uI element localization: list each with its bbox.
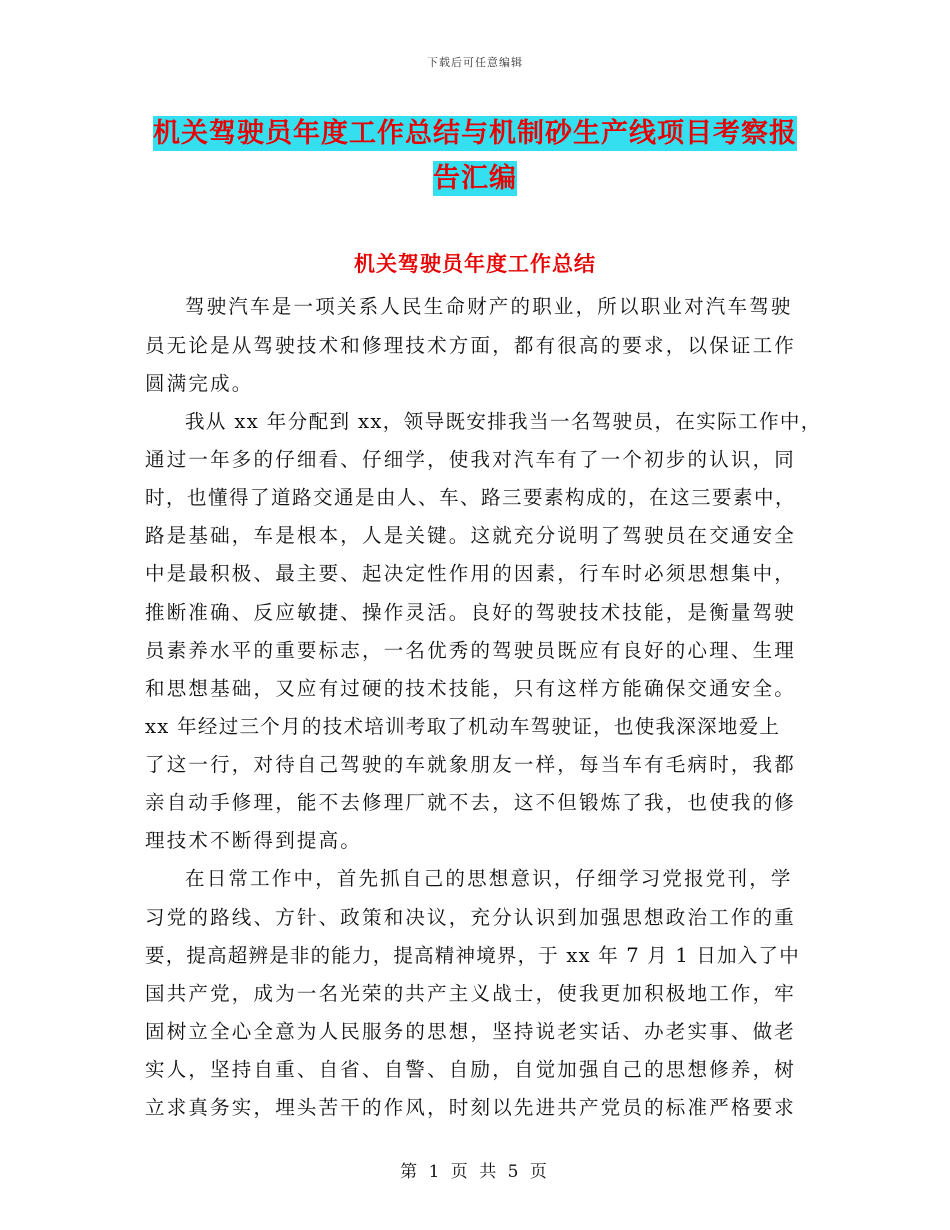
body-line: 我从 xx 年分配到 xx，领导既安排我当一名驾驶员，在实际工作中， [185, 410, 822, 433]
body-line: 员无论是从驾驶技术和修理技术方面，都有很高的要求，以保证工作 [145, 334, 797, 357]
page-footer: 第 1 页 共 5 页 [400, 1162, 550, 1182]
body-line: 理技术不断得到提高。 [145, 829, 363, 852]
body-line: 和思想基础，又应有过硬的技术技能，只有这样方能确保交通安全。 [145, 677, 797, 700]
body-line: 立求真务实，埋头苦干的作风，时刻以先进共产党员的标准严格要求 [145, 1096, 797, 1119]
body-line: 圆满完成。 [145, 372, 254, 395]
body-line: 驾驶汽车是一项关系人民生命财产的职业，所以职业对汽车驾驶 [185, 295, 793, 318]
document-title-line-1 [0, 111, 950, 150]
body-line: 推断准确、反应敏捷、操作灵活。良好的驾驶技术技能，是衡量驾驶 [145, 601, 797, 624]
section-title: 机关驾驶员年度工作总结 [354, 251, 596, 276]
body-line: 中是最积极、最主要、起决定性作用的因素，行车时必须思想集中， [145, 562, 797, 585]
title-highlight-2: 告汇编 [433, 163, 517, 194]
document-title-line-2 [0, 156, 950, 195]
body-line: 亲自动手修理，能不去修理厂就不去，这不但锻炼了我，也使我的修 [145, 791, 797, 814]
title-highlight-1: 机关驾驶员年度工作总结与机制砂生产线项目考察报 [153, 118, 797, 149]
body-line: 了这一行，对待自己驾驶的车就象朋友一样，每当车有毛病时，我都 [145, 753, 797, 776]
body-line: 在日常工作中，首先抓自己的思想意识，仔细学习党报党刊，学 [185, 867, 793, 890]
body-line: 员素养水平的重要标志，一名优秀的驾驶员既应有良好的心理、生理 [145, 639, 797, 662]
body-line: 要，提高超辨是非的能力，提高精神境界，于 xx 年 7 月 1 日加入了中 [145, 944, 800, 967]
body-line: xx 年经过三个月的技术培训考取了机动车驾驶证，也使我深深地爱上 [145, 715, 781, 738]
body-line: 路是基础，车是根本，人是关键。这就充分说明了驾驶员在交通安全 [145, 524, 797, 547]
body-line: 习党的路线、方针、政策和决议，充分认识到加强思想政治工作的重 [145, 906, 797, 929]
body-line: 实人，坚持自重、自省、自警、自励，自觉加强自己的思想修养，树 [145, 1058, 797, 1081]
body-line: 通过一年多的仔细看、仔细学，使我对汽车有了一个初步的认识，同 [145, 448, 797, 471]
body-line: 固树立全心全意为人民服务的思想，坚持说老实话、办老实事、做老 [145, 1020, 797, 1043]
body-line: 国共产党，成为一名光荣的共产主义战士，使我更加积极地工作，牢 [145, 982, 797, 1005]
body-line: 时，也懂得了道路交通是由人、车、路三要素构成的，在这三要素中， [145, 486, 797, 509]
header-note: 下载后可任意编辑 [427, 56, 523, 69]
